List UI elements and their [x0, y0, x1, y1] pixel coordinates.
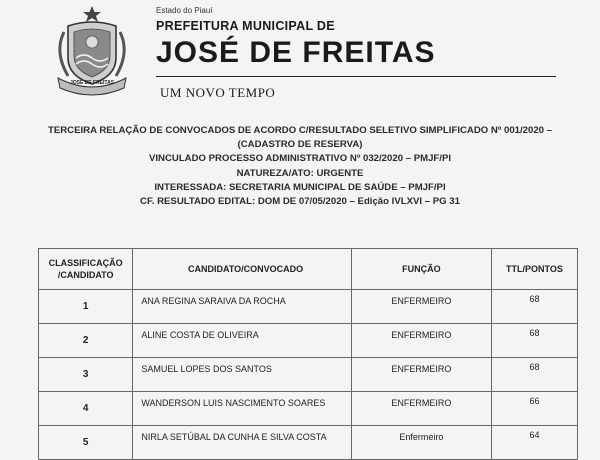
cell-classificacao: 5	[39, 426, 133, 460]
title-line: TERCEIRA RELAÇÃO DE CONVOCADOS DE ACORDO C/RESULTADO SELETIVO SIMPLIFICADO Nº 001/2020 –	[47, 125, 553, 136]
table-row	[39, 392, 578, 426]
header-text: /CANDIDATO	[57, 270, 114, 280]
title-line: CF. RESULTADO EDITAL: DOM DE 07/05/2020 – Edição IVLXVI – PG 31	[140, 196, 460, 208]
prefeitura-label: PREFEITURA MUNICIPAL DE	[156, 19, 335, 33]
header-rule	[156, 76, 556, 77]
cell-candidato: ANA REGINA SARAIVA DA ROCHA	[133, 290, 352, 324]
cell-pontos: 68	[491, 290, 577, 324]
cell-candidato: SAMUEL LOPES DOS SANTOS	[133, 358, 352, 392]
cell-funcao: Enfermeiro	[351, 426, 491, 460]
table-header-row	[39, 249, 578, 290]
cell-pontos: 64	[491, 426, 577, 460]
crest-label: JOSÉ DE FREITAS	[69, 80, 115, 86]
city-name: JOSÉ DE FREITAS	[156, 36, 436, 69]
notice-title-block	[40, 124, 560, 209]
cell-candidato: ALINE COSTA DE OLIVEIRA	[133, 324, 352, 358]
cell-classificacao: 1	[39, 290, 133, 324]
column-header-funcao: FUNÇÃO	[351, 249, 491, 290]
cell-funcao: ENFERMEIRO	[351, 392, 491, 426]
table-row	[39, 426, 578, 460]
table-row	[39, 324, 578, 358]
cell-classificacao: 4	[39, 392, 133, 426]
cell-funcao: ENFERMEIRO	[351, 324, 491, 358]
title-line: INTERESSADA: SECRETARIA MUNICIPAL DE SAÚDE – PMJF/PI	[154, 181, 446, 193]
title-line: NATUREZA/ATO: URGENTE	[236, 167, 364, 179]
cell-pontos: 68	[491, 358, 577, 392]
cell-pontos: 68	[491, 324, 577, 358]
convocados-table	[38, 248, 578, 460]
header-text: CLASSIFICAÇÃO	[48, 258, 123, 268]
cell-pontos: 66	[491, 392, 577, 426]
cell-funcao: ENFERMEIRO	[351, 290, 491, 324]
title-line: (CADASTRO DE RESERVA)	[237, 139, 363, 151]
state-label: Estado do Piauí	[156, 6, 213, 15]
slogan: UM NOVO TEMPO	[160, 85, 276, 100]
column-header-candidato: CANDIDATO/CONVOCADO	[133, 249, 352, 290]
cell-candidato: NIRLA SETÚBAL DA CUNHA E SILVA COSTA	[133, 426, 352, 460]
cell-classificacao: 2	[39, 324, 133, 358]
table-row	[39, 290, 578, 324]
cell-funcao: ENFERMEIRO	[351, 358, 491, 392]
column-header-pontos: TTL/PONTOS	[491, 249, 577, 290]
cell-candidato: WANDERSON LUIS NASCIMENTO SOARES	[133, 392, 352, 426]
title-line: VINCULADO PROCESSO ADMINISTRATIVO Nº 032/2020 – PMJF/PI	[148, 153, 452, 165]
cell-classificacao: 3	[39, 358, 133, 392]
table-row	[39, 358, 578, 392]
column-header-classificacao	[39, 249, 133, 290]
